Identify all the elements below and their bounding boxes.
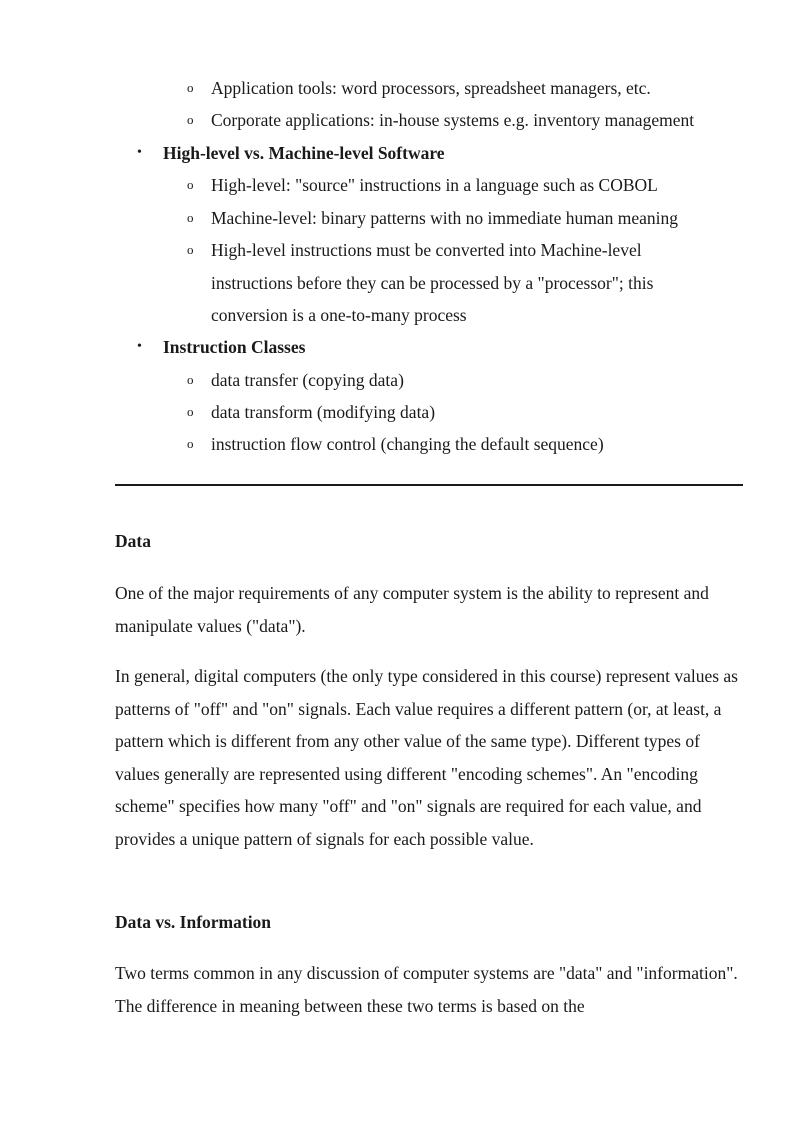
paragraph: One of the major requirements of any computer system is the ability to represent and manipulate values ("data"). — [115, 583, 709, 636]
sub-bullet-marker: o — [187, 436, 194, 451]
list-item-text: Corporate applications: in-house systems e.g. inventory management — [211, 110, 695, 130]
list-heading: Instruction Classes — [163, 337, 306, 357]
horizontal-divider — [115, 484, 743, 486]
sub-bullet-marker: o — [187, 112, 194, 127]
section-heading-data-vs-information: Data vs. Information — [115, 912, 272, 932]
sub-bullet-marker: o — [187, 80, 194, 95]
list-heading: High-level vs. Machine-level Software — [163, 143, 445, 163]
section-heading-data: Data — [115, 531, 151, 551]
paragraph: In general, digital computers (the only type considered in this course) represent values as patterns of "off" and "on" signals. Each value requires a different pattern (or, at least, a pattern which is different from any other value of the same type). Different types of values generally are represented using different "encoding schemes". An "encoding scheme" specifies how many "off" and "on" signals are required for each value, and provides a unique pattern of signals for each possible value. — [115, 666, 738, 849]
sub-bullet-marker: o — [187, 372, 194, 387]
list-item-text: Application tools: word processors, spreadsheet managers, etc. — [211, 78, 651, 98]
sub-bullet-marker: o — [187, 404, 194, 419]
bullet-marker: • — [137, 339, 142, 354]
paragraph: Two terms common in any discussion of computer systems are "data" and "information". The difference in meaning between these two terms is based on the — [115, 963, 738, 1016]
list-item-text: Machine-level: binary patterns with no immediate human meaning — [211, 208, 679, 228]
list-item-text: data transform (modifying data) — [211, 402, 436, 422]
bullet-marker: • — [137, 145, 142, 160]
list-item-text: High-level instructions must be converted into Machine-level instructions before they can be processed by a "processor"; this conversion is a one-to-many process — [211, 240, 654, 325]
list-item-text: data transfer (copying data) — [211, 370, 404, 390]
list-item-text: High-level: "source" instructions in a language such as COBOL — [211, 175, 658, 195]
sub-bullet-marker: o — [187, 210, 194, 225]
sub-bullet-marker: o — [187, 242, 194, 257]
sub-bullet-marker: o — [187, 177, 194, 192]
list-item-text: instruction flow control (changing the default sequence) — [211, 434, 604, 454]
